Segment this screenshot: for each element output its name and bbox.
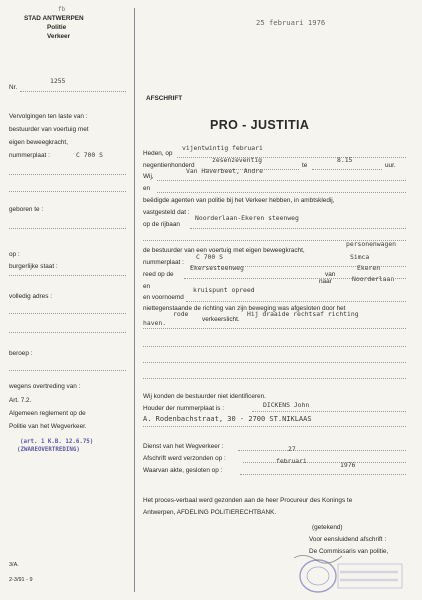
nr-line	[20, 91, 126, 92]
waarvan-label: Waarvan akte, gesloten op :	[143, 467, 223, 474]
waarvan-month: februari	[276, 457, 307, 465]
fill-line	[186, 301, 406, 302]
reed-value: Ekersesteenweg	[190, 264, 244, 272]
fill-line	[143, 362, 406, 363]
fill-line	[240, 474, 406, 475]
nr-label: Nr.	[9, 84, 18, 91]
te-value: 8.15	[337, 156, 353, 164]
heden-value: vijentwintig februari	[182, 144, 263, 152]
haven-value: haven.	[143, 319, 167, 327]
kruispunt-value: kruispunt opreed	[193, 286, 255, 294]
org-division: Politie	[47, 24, 67, 31]
procesverbaal-line2: Antwerpen, AFDELING POLITIERECHTBANK.	[143, 509, 277, 516]
form-print-date: 2-3/91 - 9	[9, 577, 33, 583]
article-stamp: (art. 1 K.B. 12.6.75)	[20, 439, 94, 445]
burgerlijke-staat-label: burgerlijke staat :	[9, 263, 58, 270]
blank-line	[9, 228, 126, 229]
houder-value: DICKENS John	[263, 401, 310, 409]
houder-address: A. Rodenbachstraat, 30 - 2700 ST.NIKLAAS	[143, 415, 312, 423]
beedigde-text: beëdigde agenten van politie bij het Verkeer hebben, in ambtskledij,	[143, 197, 335, 204]
en-label: en	[143, 185, 151, 192]
merk-value: Simca	[350, 253, 370, 261]
getekend-label: (getekend)	[312, 524, 343, 531]
rijbaan-value: Noorderlaan-Ekeren steenweg	[195, 214, 299, 222]
algemeen-line1: Algemeen reglement op de	[9, 410, 86, 417]
handwritten-note: fb	[58, 6, 66, 13]
fill-line	[143, 378, 406, 379]
blank-line	[9, 332, 126, 333]
voertuig-value: personenwagen	[346, 240, 397, 248]
geboren-label: geboren te :	[9, 206, 44, 213]
blank-line	[9, 174, 126, 175]
fill-line	[184, 278, 406, 279]
fill-line	[252, 411, 406, 412]
waarvan-year: 1976	[340, 461, 356, 469]
algemeen-line2: Politie van het Wegverkeer.	[9, 423, 87, 430]
dienst-label: Dienst van het Wegverkeer :	[143, 443, 224, 450]
reed-label: reed op de	[143, 271, 174, 278]
identificeren-text: Wij konden de bestuurder niet identificeren.	[143, 393, 266, 400]
fill-line	[157, 192, 406, 193]
houder-label: Houder der nummerplaat is :	[143, 405, 224, 412]
hij-value: Hij draaide rechtsaf richting	[247, 310, 359, 318]
official-stamp	[290, 550, 410, 598]
wij-value: Van Haverbeet, Andre	[186, 167, 263, 175]
wegens-label: wegens overtreding van :	[9, 383, 81, 390]
uur-label: uur.	[385, 162, 396, 169]
commissaris-label: De Commissaris van politie,	[309, 548, 389, 555]
procesverbaal-line1: Het proces-verbaal werd gezonden aan de heer Procureur des Konings te	[143, 497, 353, 504]
afschrift-verzonden-label: Afschrift werd verzonden op :	[143, 455, 226, 462]
naar-label: naar	[319, 278, 332, 285]
vervolging-line1: Vervolgingen ten laste van :	[9, 113, 88, 120]
volledig-adres-label: volledig adres :	[9, 293, 52, 300]
eensluidend-label: Voor eensluidend afschrift :	[309, 536, 387, 543]
form-code: 3/A.	[9, 562, 19, 568]
typed-date: 25 februari 1976	[256, 18, 326, 27]
wij-label: Wij,	[143, 173, 154, 180]
heden-label: Heden, op	[143, 150, 173, 157]
offence-stamp: (ZWAREOVERTREDING)	[17, 447, 80, 453]
org-department: Verkeer	[47, 33, 71, 40]
blank-line	[9, 275, 126, 276]
rijbaan-label: op de rijbaan	[143, 221, 180, 228]
beroep-label: beroep :	[9, 350, 33, 357]
niettegenstaande-text: niettegenstaande de richting van zijn beweging was afgesloten door het	[143, 305, 346, 312]
negentien-label: negentienhonderd	[143, 162, 195, 169]
nr-value: 1255	[50, 77, 66, 85]
document-title: PRO - JUSTITIA	[210, 118, 310, 132]
rode-value: rode	[173, 310, 189, 318]
blank-line	[9, 370, 126, 371]
fill-line	[157, 180, 406, 181]
afschrift-label: AFSCHRIFT	[146, 95, 183, 102]
van-value: Ekeren	[357, 264, 381, 272]
vervolging-line2: bestuurder van voertuig met	[9, 126, 89, 133]
fill-line	[143, 346, 406, 347]
en2-label: en	[143, 283, 151, 290]
voornoemd-label: en voornoemd	[143, 294, 184, 301]
article-label: Art. 7.2.	[9, 397, 32, 404]
vervolging-line3: eigen beweegkracht,	[9, 139, 68, 146]
van-label: van	[325, 271, 336, 278]
fill-line	[243, 462, 406, 463]
left-nummerplaat-label: nummerplaat :	[9, 152, 50, 159]
bestuurder-text: de bestuurder van een voertuig met eigen beweegkracht,	[143, 247, 305, 254]
naar-value: Noorderlaan	[352, 275, 395, 283]
afschrift-day: 27	[288, 445, 296, 453]
blank-line	[9, 313, 126, 314]
verkeerslicht-text: verkeerslicht.	[202, 316, 240, 323]
fill-line	[238, 450, 406, 451]
column-divider	[134, 8, 135, 592]
op-label: op :	[9, 251, 20, 258]
left-nummerplaat-value: C 700 S	[76, 151, 103, 159]
fill-line	[190, 228, 406, 229]
org-name: STAD ANTWERPEN	[24, 15, 84, 22]
fill-line	[143, 426, 406, 427]
body-nummerplaat-label: nummerplaat :	[143, 259, 184, 266]
blank-line	[9, 191, 126, 192]
fill-line	[312, 169, 382, 170]
negentien-value: zesenzeventig	[212, 156, 263, 164]
te-label: te	[302, 162, 308, 169]
body-nummerplaat-value: C 700 S	[196, 253, 223, 261]
fill-line	[143, 328, 406, 329]
vastgesteld-label: vastgesteld dat :	[143, 209, 190, 216]
